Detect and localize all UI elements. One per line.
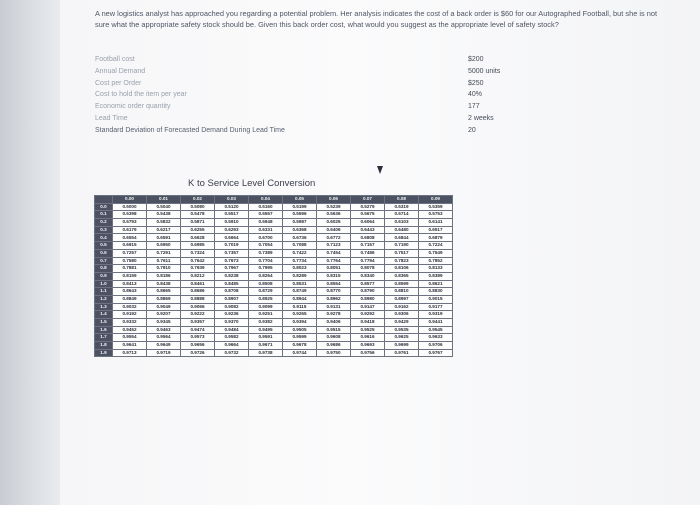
service-level-cell: 0.8554	[317, 280, 351, 288]
service-level-cell: 0.7794	[351, 257, 385, 265]
service-level-cell: 0.9495	[249, 326, 283, 334]
table-row	[95, 203, 453, 211]
service-level-cell: 0.5279	[351, 203, 385, 211]
mouse-cursor-icon	[377, 166, 383, 174]
param-value: $250	[468, 79, 484, 87]
service-level-cell: 0.7088	[283, 242, 317, 250]
param-label: Cost per Order	[95, 79, 142, 87]
service-level-cell: 0.8264	[249, 272, 283, 280]
param-value: 177	[468, 103, 480, 111]
service-level-cell: 0.9616	[351, 334, 385, 342]
service-level-cell: 0.8186	[147, 272, 181, 280]
service-level-cell: 0.7939	[181, 265, 215, 273]
service-level-cell: 0.6293	[215, 226, 249, 234]
service-level-cell: 0.7389	[249, 249, 283, 257]
service-level-cell: 0.7123	[317, 242, 351, 250]
service-level-cell: 0.8907	[215, 295, 249, 303]
service-level-cell: 0.9599	[283, 334, 317, 342]
service-level-cell: 0.5359	[419, 203, 453, 211]
service-level-cell: 0.8508	[249, 280, 283, 288]
service-level-cell: 0.9370	[215, 319, 249, 327]
service-level-cell: 0.9265	[283, 311, 317, 319]
k-value-cell: 0.5	[95, 242, 113, 250]
service-level-cell: 0.9641	[113, 342, 147, 350]
service-level-cell: 0.9505	[283, 326, 317, 334]
service-level-cell: 0.8643	[113, 288, 147, 296]
table-row	[95, 280, 453, 288]
service-level-cell: 0.9177	[419, 303, 453, 311]
service-level-cell: 0.9292	[351, 311, 385, 319]
service-level-cell: 0.7549	[419, 249, 453, 257]
service-level-cell: 0.9678	[283, 342, 317, 350]
service-level-cell: 0.9633	[419, 334, 453, 342]
service-level-cell: 0.7324	[181, 249, 215, 257]
service-level-cell: 0.9441	[419, 319, 453, 327]
service-level-cell: 0.5793	[113, 219, 147, 227]
service-level-cell: 0.8389	[419, 272, 453, 280]
k-value-cell: 0.1	[95, 211, 113, 219]
service-level-cell: 0.9608	[317, 334, 351, 342]
k-value-cell: 1.7	[95, 334, 113, 342]
service-level-cell: 0.8289	[283, 272, 317, 280]
service-level-cell: 0.7054	[249, 242, 283, 250]
service-level-cell: 0.7611	[147, 257, 181, 265]
service-level-cell: 0.8830	[419, 288, 453, 296]
monitor-bezel	[0, 0, 60, 505]
k-value-cell: 0.4	[95, 234, 113, 242]
service-level-cell: 0.8810	[385, 288, 419, 296]
table-row	[95, 295, 453, 303]
service-level-cell: 0.8340	[351, 272, 385, 280]
service-level-cell: 0.5120	[215, 203, 249, 211]
table-row	[95, 334, 453, 342]
service-level-cell: 0.9382	[249, 319, 283, 327]
param-row	[95, 68, 535, 80]
service-level-cell: 0.5239	[317, 203, 351, 211]
service-level-cell: 0.9222	[181, 311, 215, 319]
service-level-cell: 0.9463	[147, 326, 181, 334]
column-header: 0.02	[181, 196, 215, 204]
service-level-cell: 0.6179	[113, 226, 147, 234]
service-level-cell: 0.8531	[283, 280, 317, 288]
service-level-cell: 0.8599	[385, 280, 419, 288]
service-level-cell: 0.9686	[317, 342, 351, 350]
param-label: Cost to hold the item per year	[95, 91, 187, 99]
service-level-cell: 0.8051	[317, 265, 351, 273]
service-level-cell: 0.9535	[385, 326, 419, 334]
service-level-cell: 0.8980	[351, 295, 385, 303]
param-row	[95, 127, 535, 139]
service-level-cell: 0.6736	[283, 234, 317, 242]
service-level-cell: 0.9394	[283, 319, 317, 327]
param-label: Standard Deviation of Forecasted Demand During Lead Time	[95, 126, 285, 134]
service-level-cell: 0.9699	[385, 342, 419, 350]
service-level-cell: 0.5596	[283, 211, 317, 219]
service-level-cell: 0.8665	[147, 288, 181, 296]
service-level-cell: 0.9131	[317, 303, 351, 311]
param-row	[95, 80, 535, 92]
k-value-cell: 0.2	[95, 219, 113, 227]
service-level-cell: 0.8925	[249, 295, 283, 303]
k-value-cell: 1.8	[95, 342, 113, 350]
service-level-cell: 0.5478	[181, 211, 215, 219]
service-level-cell: 0.9664	[215, 342, 249, 350]
table-row	[95, 226, 453, 234]
k-value-cell: 0.6	[95, 249, 113, 257]
service-level-cell: 0.8461	[181, 280, 215, 288]
service-level-cell: 0.8212	[181, 272, 215, 280]
service-level-cell: 0.9726	[181, 349, 215, 357]
table-row	[95, 326, 453, 334]
service-level-cell: 0.6217	[147, 226, 181, 234]
k-value-cell: 1.1	[95, 288, 113, 296]
service-level-cell: 0.6664	[215, 234, 249, 242]
column-header: 0.06	[317, 196, 351, 204]
service-level-cell: 0.6026	[317, 219, 351, 227]
service-level-cell: 0.9573	[181, 334, 215, 342]
service-level-cell: 0.9545	[419, 326, 453, 334]
service-level-cell: 0.9357	[181, 319, 215, 327]
service-level-cell: 0.8997	[385, 295, 419, 303]
column-header: 0.09	[419, 196, 453, 204]
service-level-cell: 0.6331	[249, 226, 283, 234]
k-value-cell: 1.2	[95, 295, 113, 303]
service-level-cell: 0.7704	[249, 257, 283, 265]
table-row	[95, 319, 453, 327]
service-level-cell: 0.8159	[113, 272, 147, 280]
table-row	[95, 211, 453, 219]
service-level-cell: 0.8849	[113, 295, 147, 303]
service-level-cell: 0.9147	[351, 303, 385, 311]
column-header: 0.00	[113, 196, 147, 204]
service-level-cell: 0.5832	[147, 219, 181, 227]
service-level-table	[94, 195, 453, 357]
service-level-cell: 0.9115	[283, 303, 317, 311]
k-value-cell: 0.8	[95, 265, 113, 273]
service-level-cell: 0.7823	[385, 257, 419, 265]
service-level-cell: 0.6406	[317, 226, 351, 234]
service-level-cell: 0.9452	[113, 326, 147, 334]
service-level-cell: 0.9306	[385, 311, 419, 319]
table-row	[95, 272, 453, 280]
service-level-cell: 0.9015	[419, 295, 453, 303]
k-value-cell: 1.0	[95, 280, 113, 288]
service-level-cell: 0.9756	[351, 349, 385, 357]
param-row	[95, 56, 535, 68]
service-level-cell: 0.5040	[147, 203, 181, 211]
service-level-cell: 0.6480	[385, 226, 419, 234]
service-level-cell: 0.8365	[385, 272, 419, 280]
service-level-cell: 0.6772	[317, 234, 351, 242]
question-text: A new logistics analyst has approached you regarding a potential problem. Her analysis indicates the cost of a back order is $60 for our Autographed Football, but she is not sure what the appropriate safety stock should be. Given this back order cost, what would you suggest as the appropriate level of safety stock?	[95, 9, 658, 29]
service-level-cell: 0.5714	[385, 211, 419, 219]
service-level-cell: 0.9251	[249, 311, 283, 319]
service-level-cell: 0.9525	[351, 326, 385, 334]
service-level-cell: 0.7852	[419, 257, 453, 265]
service-level-cell: 0.8708	[215, 288, 249, 296]
service-level-cell: 0.5080	[181, 203, 215, 211]
service-level-cell: 0.9474	[181, 326, 215, 334]
service-level-cell: 0.8749	[283, 288, 317, 296]
service-level-cell: 0.9706	[419, 342, 453, 350]
service-level-cell: 0.8485	[215, 280, 249, 288]
service-level-cell: 0.9671	[249, 342, 283, 350]
service-level-cell: 0.8577	[351, 280, 385, 288]
table-corner-cell	[95, 196, 113, 204]
service-level-cell: 0.8621	[419, 280, 453, 288]
service-level-cell: 0.9656	[181, 342, 215, 350]
service-level-cell: 0.6808	[351, 234, 385, 242]
table-row	[95, 288, 453, 296]
param-label: Economic order quantity	[95, 103, 171, 111]
service-level-cell: 0.5987	[283, 219, 317, 227]
k-value-cell: 1.4	[95, 311, 113, 319]
service-level-cell: 0.8238	[215, 272, 249, 280]
param-row	[95, 103, 535, 115]
service-level-cell: 0.6915	[113, 242, 147, 250]
service-level-cell: 0.8078	[351, 265, 385, 273]
k-value-cell: 0.7	[95, 257, 113, 265]
k-value-cell: 0.9	[95, 272, 113, 280]
service-level-cell: 0.9032	[113, 303, 147, 311]
service-level-cell: 0.6517	[419, 226, 453, 234]
service-level-cell: 0.9649	[147, 342, 181, 350]
table-row	[95, 342, 453, 350]
parameter-list	[95, 56, 535, 139]
service-level-cell: 0.7910	[147, 265, 181, 273]
service-level-cell: 0.8438	[147, 280, 181, 288]
service-level-cell: 0.6141	[419, 219, 453, 227]
param-row	[95, 91, 535, 103]
table-row	[95, 242, 453, 250]
service-level-cell: 0.9162	[385, 303, 419, 311]
service-level-cell: 0.5000	[113, 203, 147, 211]
service-level-cell: 0.7995	[249, 265, 283, 273]
param-label: Football cost	[95, 56, 135, 63]
service-level-cell: 0.7291	[147, 249, 181, 257]
service-level-cell: 0.6554	[113, 234, 147, 242]
service-level-cell: 0.9750	[317, 349, 351, 357]
service-level-cell: 0.7019	[215, 242, 249, 250]
service-level-cell: 0.8686	[181, 288, 215, 296]
column-header: 0.07	[351, 196, 385, 204]
table-row	[95, 349, 453, 357]
service-level-cell: 0.7580	[113, 257, 147, 265]
table-row	[95, 311, 453, 319]
service-level-cell: 0.9319	[419, 311, 453, 319]
service-level-cell: 0.6103	[385, 219, 419, 227]
service-level-cell: 0.6255	[181, 226, 215, 234]
service-level-cell: 0.7881	[113, 265, 147, 273]
service-level-cell: 0.8413	[113, 280, 147, 288]
service-level-cell: 0.5910	[215, 219, 249, 227]
k-value-cell: 0.3	[95, 226, 113, 234]
table-row	[95, 219, 453, 227]
service-level-cell: 0.9207	[147, 311, 181, 319]
service-level-cell: 0.6591	[147, 234, 181, 242]
service-level-cell: 0.6950	[147, 242, 181, 250]
service-level-cell: 0.7517	[385, 249, 419, 257]
param-row	[95, 115, 535, 127]
column-header: 0.05	[283, 196, 317, 204]
service-level-cell: 0.9767	[419, 349, 453, 357]
service-level-cell: 0.9744	[283, 349, 317, 357]
service-level-cell: 0.7642	[181, 257, 215, 265]
service-level-cell: 0.9406	[317, 319, 351, 327]
service-level-cell: 0.9582	[215, 334, 249, 342]
k-value-cell: 1.9	[95, 349, 113, 357]
column-header: 0.03	[215, 196, 249, 204]
param-value: 5000 units	[468, 67, 501, 75]
k-value-cell: 0.0	[95, 203, 113, 211]
service-level-cell: 0.9429	[385, 319, 419, 327]
param-label: Annual Demand	[95, 67, 146, 75]
service-level-cell: 0.9515	[317, 326, 351, 334]
service-level-cell: 0.9418	[351, 319, 385, 327]
service-level-cell: 0.6879	[419, 234, 453, 242]
service-level-cell: 0.7967	[215, 265, 249, 273]
service-level-cell: 0.5199	[283, 203, 317, 211]
service-level-cell: 0.9099	[249, 303, 283, 311]
service-level-cell: 0.9236	[215, 311, 249, 319]
service-level-cell: 0.5557	[249, 211, 283, 219]
service-level-cell: 0.7224	[419, 242, 453, 250]
service-level-cell: 0.9732	[215, 349, 249, 357]
k-value-cell: 1.3	[95, 303, 113, 311]
service-level-cell: 0.9484	[215, 326, 249, 334]
param-value: 2 weeks	[468, 114, 494, 122]
column-header: 0.04	[249, 196, 283, 204]
service-level-cell: 0.6700	[249, 234, 283, 242]
service-level-cell: 0.5160	[249, 203, 283, 211]
service-level-cell: 0.7157	[351, 242, 385, 250]
service-level-cell: 0.7673	[215, 257, 249, 265]
param-value: 40%	[468, 91, 483, 99]
service-level-cell: 0.9345	[147, 319, 181, 327]
table-row	[95, 234, 453, 242]
table-row	[95, 303, 453, 311]
service-level-cell: 0.9625	[385, 334, 419, 342]
column-header: 0.01	[147, 196, 181, 204]
table-row	[95, 249, 453, 257]
service-level-cell: 0.8023	[283, 265, 317, 273]
param-label: Lead Time	[95, 114, 128, 122]
service-level-cell: 0.7357	[215, 249, 249, 257]
service-level-cell: 0.8944	[283, 295, 317, 303]
service-level-cell: 0.5517	[215, 211, 249, 219]
param-value: $200	[468, 56, 484, 63]
table-row	[95, 257, 453, 265]
service-level-cell: 0.8315	[317, 272, 351, 280]
service-level-cell: 0.8962	[317, 295, 351, 303]
k-value-cell: 1.5	[95, 319, 113, 327]
service-level-cell: 0.6844	[385, 234, 419, 242]
service-level-cell: 0.6628	[181, 234, 215, 242]
service-level-cell: 0.7257	[113, 249, 147, 257]
table-header-row	[95, 196, 453, 204]
service-level-cell: 0.9082	[215, 303, 249, 311]
service-level-cell: 0.9738	[249, 349, 283, 357]
service-level-cell: 0.8133	[419, 265, 453, 273]
service-level-cell: 0.5948	[249, 219, 283, 227]
service-level-cell: 0.9049	[147, 303, 181, 311]
service-level-cell: 0.9591	[249, 334, 283, 342]
service-level-cell: 0.8770	[317, 288, 351, 296]
service-level-cell: 0.7764	[317, 257, 351, 265]
service-level-cell: 0.8869	[147, 295, 181, 303]
service-level-cell: 0.9554	[113, 334, 147, 342]
service-level-cell: 0.8790	[351, 288, 385, 296]
service-level-cell: 0.7190	[385, 242, 419, 250]
service-level-cell: 0.5636	[317, 211, 351, 219]
service-level-cell: 0.6064	[351, 219, 385, 227]
service-level-cell: 0.9564	[147, 334, 181, 342]
service-level-cell: 0.9719	[147, 349, 181, 357]
service-level-cell: 0.9761	[385, 349, 419, 357]
k-value-cell: 1.6	[95, 326, 113, 334]
service-level-cell: 0.9713	[113, 349, 147, 357]
service-level-cell: 0.7486	[351, 249, 385, 257]
service-level-cell: 0.5438	[147, 211, 181, 219]
service-level-cell: 0.5319	[385, 203, 419, 211]
service-level-cell: 0.9066	[181, 303, 215, 311]
service-level-cell: 0.8729	[249, 288, 283, 296]
service-level-cell: 0.5871	[181, 219, 215, 227]
column-header: 0.08	[385, 196, 419, 204]
service-level-cell: 0.9192	[113, 311, 147, 319]
service-level-cell: 0.6443	[351, 226, 385, 234]
service-level-cell: 0.5753	[419, 211, 453, 219]
service-level-cell: 0.9332	[113, 319, 147, 327]
service-level-cell: 0.8106	[385, 265, 419, 273]
table-row	[95, 265, 453, 273]
service-level-cell: 0.6368	[283, 226, 317, 234]
table-title: K to Service Level Conversion	[188, 178, 316, 189]
service-level-cell: 0.5675	[351, 211, 385, 219]
service-level-cell: 0.7422	[283, 249, 317, 257]
service-level-cell: 0.8888	[181, 295, 215, 303]
param-value: 20	[468, 126, 476, 134]
service-level-cell: 0.9693	[351, 342, 385, 350]
service-level-cell: 0.7734	[283, 257, 317, 265]
service-level-cell: 0.7454	[317, 249, 351, 257]
service-level-cell: 0.9278	[317, 311, 351, 319]
service-level-cell: 0.5398	[113, 211, 147, 219]
service-level-cell: 0.6985	[181, 242, 215, 250]
